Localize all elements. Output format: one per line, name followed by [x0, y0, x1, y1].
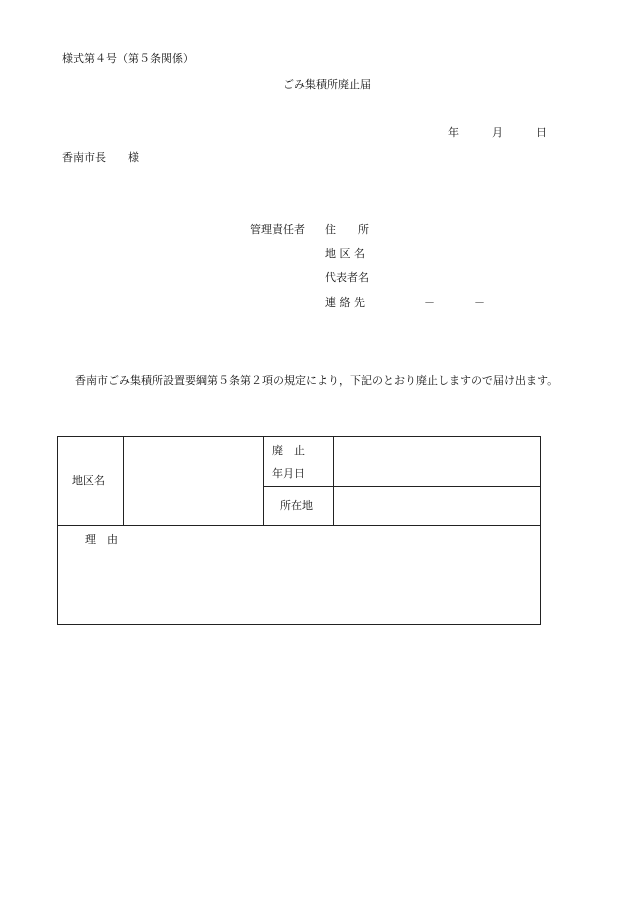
- body-text: 香南市ごみ集積所設置要綱第５条第２項の規定により，下記のとおり廃止しますので届け出ます。: [75, 374, 559, 387]
- reason-label: 理 由: [85, 533, 118, 546]
- date-day-label: 日: [536, 126, 547, 139]
- address-label: 住 所: [325, 223, 369, 236]
- location-label: 所在地: [280, 499, 313, 512]
- district-name-label: 地区名: [72, 474, 105, 487]
- table-divider: [263, 437, 264, 525]
- date-line: [448, 127, 547, 138]
- table-divider: [58, 525, 540, 526]
- table-divider: [123, 437, 124, 525]
- form-number: 様式第４号（第５条関係）: [62, 52, 194, 65]
- contact-label: 連 絡 先: [325, 296, 365, 309]
- table-divider: [263, 486, 540, 487]
- applicant-section-label: 管理責任者: [250, 223, 305, 236]
- addressee: 香南市長 様: [62, 151, 139, 164]
- form-table: [57, 436, 541, 625]
- date-month-label: 月: [492, 126, 503, 139]
- date-year-label: 年: [448, 126, 459, 139]
- contact-separator-2: －: [474, 296, 485, 309]
- representative-label: 代表者名: [325, 271, 369, 284]
- abolition-date-label-line1: 廃 止: [272, 444, 305, 457]
- abolition-date-label-line2: 年月日: [272, 467, 305, 480]
- document-title: ごみ集積所廃止届: [283, 78, 371, 91]
- district-label: 地 区 名: [325, 247, 365, 260]
- contact-separator-1: －: [424, 296, 435, 309]
- table-divider: [333, 437, 334, 525]
